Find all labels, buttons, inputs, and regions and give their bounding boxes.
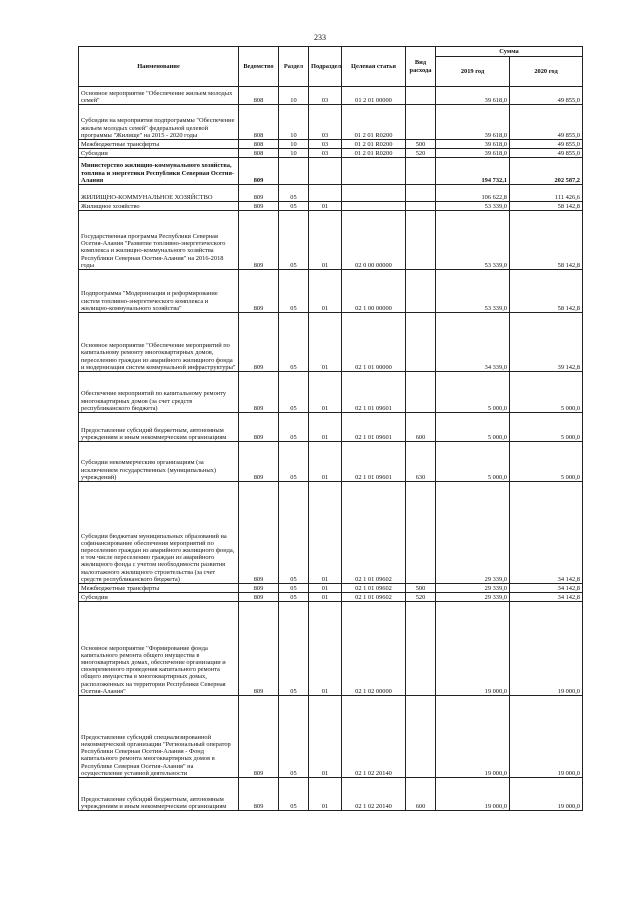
row-target-article: 02 1 01 09602	[342, 584, 406, 593]
row-department: 809	[239, 211, 279, 270]
row-subsection: 01	[309, 313, 342, 372]
row-department: 808	[239, 149, 279, 158]
row-amount-2019: 29 339,0	[436, 593, 510, 602]
row-department: 809	[239, 442, 279, 482]
row-section: 10	[279, 140, 309, 149]
row-expense-type	[406, 185, 436, 202]
row-section: 05	[279, 372, 309, 413]
row-name: Основное мероприятие "Формирование фонда капитального ремонта общего имущества в многоквартирных домах, обеспечение организации и своевременного проведения капитального ремонта общего имущества в многоквартирных домах, расположенных на территории Республики Северная Осетия-Алания"	[79, 602, 239, 696]
row-expense-type: 600	[406, 778, 436, 811]
row-subsection: 03	[309, 105, 342, 140]
table-row	[79, 211, 583, 270]
row-subsection: 01	[309, 202, 342, 211]
row-subsection: 03	[309, 149, 342, 158]
row-amount-2020: 58 142,8	[510, 202, 583, 211]
row-expense-type: 500	[406, 584, 436, 593]
row-name: Предоставление субсидий бюджетным, автономным учреждениям и иным некоммерческим организациям	[79, 778, 239, 811]
table-row	[79, 372, 583, 413]
row-amount-2020: 5 000,0	[510, 372, 583, 413]
row-amount-2019: 53 339,0	[436, 270, 510, 313]
row-expense-type	[406, 87, 436, 105]
table-row	[79, 584, 583, 593]
row-target-article: 02 1 01 09601	[342, 442, 406, 482]
budget-table	[78, 46, 583, 811]
row-amount-2020: 58 142,8	[510, 270, 583, 313]
row-department: 809	[239, 202, 279, 211]
row-name: Основное мероприятие "Обеспечение жильем молодых семей"	[79, 87, 239, 105]
table-row	[79, 696, 583, 778]
row-name: Обеспечение мероприятий по капитальному ремонту многоквартирных домов (за счет средств республиканского бюджета)	[79, 372, 239, 413]
header-department: Ведомство	[239, 47, 279, 87]
row-amount-2019: 53 339,0	[436, 211, 510, 270]
row-expense-type	[406, 211, 436, 270]
row-section: 05	[279, 211, 309, 270]
row-amount-2019: 5 000,0	[436, 413, 510, 442]
row-amount-2020: 111 426,6	[510, 185, 583, 202]
row-amount-2020: 34 142,8	[510, 593, 583, 602]
row-name: Министерство жилищно-коммунального хозяйства, топлива и энергетики Республики Северная Осетия-Алания	[79, 158, 239, 185]
row-amount-2019: 39 618,0	[436, 105, 510, 140]
row-subsection: 01	[309, 372, 342, 413]
table-row	[79, 270, 583, 313]
row-subsection: 03	[309, 87, 342, 105]
row-subsection: 01	[309, 270, 342, 313]
row-department: 808	[239, 105, 279, 140]
table-row	[79, 593, 583, 602]
row-amount-2020: 49 855,0	[510, 105, 583, 140]
header-sum: Сумма	[436, 47, 583, 57]
row-section: 05	[279, 778, 309, 811]
row-name: Основное мероприятие "Обеспечение мероприятий по капитальному ремонту многоквартирных домов, переселению граждан из аварийного жилищного фонда и модернизация систем коммунальной инфраструктуры"	[79, 313, 239, 372]
row-amount-2020: 58 142,8	[510, 211, 583, 270]
row-amount-2019: 19 000,0	[436, 696, 510, 778]
header-year-2019: 2019 год	[436, 57, 510, 87]
header-expense-type: Вид расхода	[406, 47, 436, 87]
row-target-article: 02 1 01 09601	[342, 372, 406, 413]
row-section: 05	[279, 185, 309, 202]
header-target-article: Целевая статья	[342, 47, 406, 87]
row-target-article: 02 1 02 00000	[342, 602, 406, 696]
row-expense-type	[406, 105, 436, 140]
row-amount-2020: 34 142,8	[510, 584, 583, 593]
row-amount-2019: 29 339,0	[436, 584, 510, 593]
row-target-article: 02 1 02 20140	[342, 778, 406, 811]
row-name: Подпрограмма "Модернизация и реформирование систем топливно-энергетического комплекса и жилищно-коммунального хозяйства"	[79, 270, 239, 313]
row-name: Субсидии некоммерческим организациям (за исключением государственных (муниципальных) учреждений)	[79, 442, 239, 482]
row-amount-2019: 34 339,0	[436, 313, 510, 372]
row-target-article	[342, 158, 406, 185]
row-subsection	[309, 158, 342, 185]
table-row	[79, 778, 583, 811]
row-department: 809	[239, 584, 279, 593]
row-expense-type	[406, 313, 436, 372]
row-subsection: 01	[309, 211, 342, 270]
row-department: 809	[239, 482, 279, 584]
row-section: 05	[279, 696, 309, 778]
row-name: Субсидии на мероприятия подпрограммы "Обеспечение жильем молодых семей" федеральной целевой программы "Жилище" на 2015 - 2020 годы	[79, 105, 239, 140]
row-name: Жилищное хозяйство	[79, 202, 239, 211]
row-target-article: 01 2 01 R0200	[342, 105, 406, 140]
row-amount-2020: 19 000,0	[510, 778, 583, 811]
row-subsection: 03	[309, 140, 342, 149]
table-row	[79, 105, 583, 140]
row-target-article: 01 2 01 R0200	[342, 140, 406, 149]
table-row	[79, 158, 583, 185]
row-name: Предоставление субсидий специализированной некоммерческой организации "Региональный оператор Республики Северная Осетия-Алания - Фонд капитального ремонта многоквартирных домов в Республике Северная Осетия-Алания" на осуществление уставной деятельности	[79, 696, 239, 778]
row-expense-type	[406, 270, 436, 313]
row-expense-type: 520	[406, 149, 436, 158]
row-department: 808	[239, 140, 279, 149]
row-target-article: 02 0 00 00000	[342, 211, 406, 270]
table-row	[79, 602, 583, 696]
row-amount-2019: 106 622,8	[436, 185, 510, 202]
row-target-article: 01 2 01 00000	[342, 87, 406, 105]
row-department: 809	[239, 158, 279, 185]
row-expense-type	[406, 482, 436, 584]
row-name: Субсидии бюджетам муниципальных образований на софинансирование обеспечения мероприятий по переселению граждан из аварийного жилищного фонда, в том числе переселению граждан из аварийного жилищного фонда с учетом необходимости развития малоэтажного жилищного строительства (за счет средств республиканского бюджета)	[79, 482, 239, 584]
row-expense-type	[406, 372, 436, 413]
table-row	[79, 413, 583, 442]
row-section	[279, 158, 309, 185]
row-amount-2020: 49 855,0	[510, 140, 583, 149]
table-row	[79, 202, 583, 211]
row-subsection: 01	[309, 593, 342, 602]
row-amount-2019: 39 618,0	[436, 87, 510, 105]
row-section: 05	[279, 313, 309, 372]
row-amount-2020: 34 142,8	[510, 482, 583, 584]
row-expense-type	[406, 602, 436, 696]
row-amount-2020: 49 855,0	[510, 87, 583, 105]
row-subsection: 01	[309, 602, 342, 696]
row-section: 05	[279, 584, 309, 593]
row-subsection: 01	[309, 696, 342, 778]
row-target-article: 02 1 00 00000	[342, 270, 406, 313]
row-expense-type	[406, 158, 436, 185]
row-department: 809	[239, 185, 279, 202]
row-section: 05	[279, 442, 309, 482]
row-name: Межбюджетные трансферты	[79, 584, 239, 593]
row-section: 05	[279, 413, 309, 442]
row-section: 05	[279, 482, 309, 584]
row-expense-type: 520	[406, 593, 436, 602]
row-name: Межбюджетные трансферты	[79, 140, 239, 149]
row-amount-2019: 19 000,0	[436, 602, 510, 696]
row-amount-2019: 19 000,0	[436, 778, 510, 811]
table-row	[79, 149, 583, 158]
row-amount-2020: 19 000,0	[510, 696, 583, 778]
row-section: 05	[279, 202, 309, 211]
row-section: 05	[279, 270, 309, 313]
row-name: Предоставление субсидий бюджетным, автономным учреждениям и иным некоммерческим организациям	[79, 413, 239, 442]
table-row	[79, 442, 583, 482]
row-name: Субсидии	[79, 149, 239, 158]
row-department: 809	[239, 413, 279, 442]
row-amount-2019: 39 618,0	[436, 140, 510, 149]
row-amount-2019: 194 732,1	[436, 158, 510, 185]
row-expense-type: 600	[406, 413, 436, 442]
row-target-article: 02 1 01 09602	[342, 482, 406, 584]
row-target-article: 01 2 01 R0200	[342, 149, 406, 158]
row-amount-2020: 202 587,2	[510, 158, 583, 185]
row-amount-2019: 53 339,0	[436, 202, 510, 211]
row-department: 809	[239, 602, 279, 696]
row-section: 10	[279, 87, 309, 105]
row-department: 808	[239, 87, 279, 105]
row-amount-2019: 5 000,0	[436, 372, 510, 413]
row-amount-2020: 19 000,0	[510, 602, 583, 696]
row-amount-2019: 5 000,0	[436, 442, 510, 482]
row-target-article: 02 1 02 20140	[342, 696, 406, 778]
row-subsection: 01	[309, 778, 342, 811]
row-name: Субсидии	[79, 593, 239, 602]
table-row	[79, 87, 583, 105]
table-row	[79, 185, 583, 202]
row-subsection	[309, 185, 342, 202]
row-amount-2019: 39 618,0	[436, 149, 510, 158]
row-name: ЖИЛИЩНО-КОММУНАЛЬНОЕ ХОЗЯЙСТВО	[79, 185, 239, 202]
row-subsection: 01	[309, 442, 342, 482]
header-year-2020: 2020 год	[510, 57, 583, 87]
table-row	[79, 313, 583, 372]
row-amount-2020: 5 000,0	[510, 442, 583, 482]
row-expense-type: 630	[406, 442, 436, 482]
row-expense-type	[406, 696, 436, 778]
row-target-article: 02 1 01 09602	[342, 593, 406, 602]
page-number: 233	[314, 33, 326, 42]
row-section: 10	[279, 149, 309, 158]
row-target-article: 02 1 01 09601	[342, 413, 406, 442]
row-subsection: 01	[309, 584, 342, 593]
row-subsection: 01	[309, 482, 342, 584]
header-subsection: Подраздел	[309, 47, 342, 87]
row-target-article: 02 1 01 00000	[342, 313, 406, 372]
row-expense-type	[406, 202, 436, 211]
row-department: 809	[239, 696, 279, 778]
row-amount-2020: 49 855,0	[510, 149, 583, 158]
row-name: Государственная программа Республики Северная Осетия-Алания "Развитие топливно-энергетического комплекса и жилищно-коммунального хозяйства Республики Северная Осетия-Алания" на 2016-2018 годы	[79, 211, 239, 270]
header-name: Наименование	[79, 47, 239, 87]
row-expense-type: 500	[406, 140, 436, 149]
row-department: 809	[239, 778, 279, 811]
row-department: 809	[239, 270, 279, 313]
row-section: 10	[279, 105, 309, 140]
row-target-article	[342, 202, 406, 211]
row-section: 05	[279, 593, 309, 602]
row-department: 809	[239, 313, 279, 372]
row-department: 809	[239, 372, 279, 413]
table-row	[79, 482, 583, 584]
row-amount-2020: 39 142,8	[510, 313, 583, 372]
header-section: Раздел	[279, 47, 309, 87]
row-department: 809	[239, 593, 279, 602]
row-target-article	[342, 185, 406, 202]
row-section: 05	[279, 602, 309, 696]
row-subsection: 01	[309, 413, 342, 442]
table-row	[79, 140, 583, 149]
row-amount-2019: 29 339,0	[436, 482, 510, 584]
table-body	[79, 87, 583, 811]
row-amount-2020: 5 000,0	[510, 413, 583, 442]
